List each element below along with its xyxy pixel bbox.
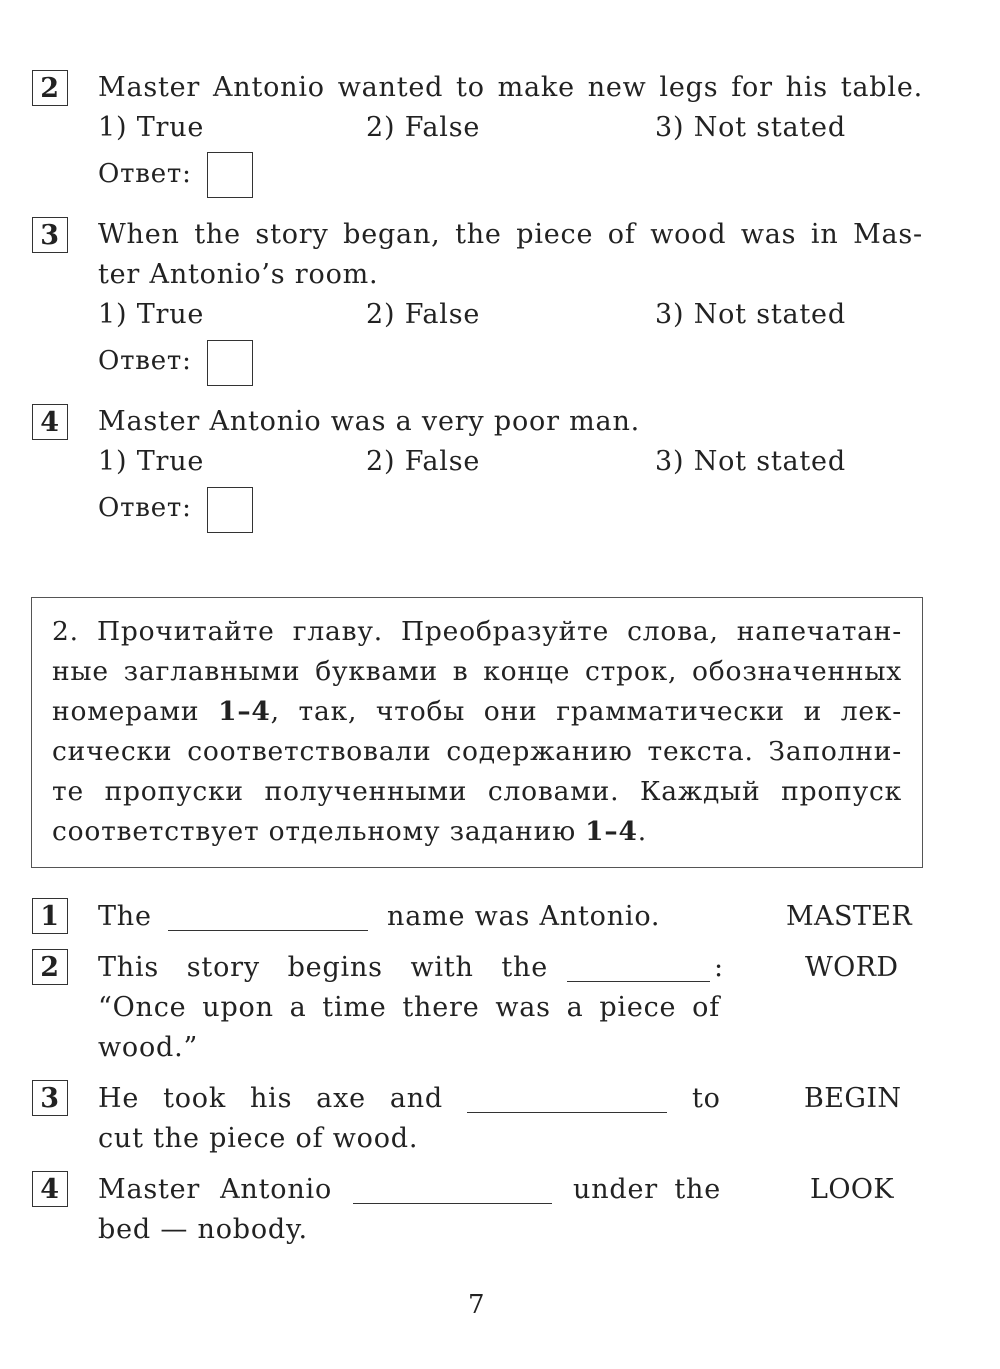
task-number-badge: 1 bbox=[32, 898, 68, 934]
question-number-badge: 4 bbox=[32, 404, 68, 440]
option-false[interactable]: 2) False bbox=[366, 446, 481, 477]
option-true[interactable]: 1) True bbox=[98, 446, 205, 477]
option-false[interactable]: 2) False bbox=[366, 299, 481, 330]
keyword: LOOK bbox=[810, 1174, 894, 1205]
task-number-badge: 4 bbox=[32, 1171, 68, 1207]
question-statement-line-2: ter Antonio’s room. bbox=[98, 259, 379, 290]
sentence-start: Master Antonio bbox=[98, 1174, 332, 1205]
sentence-start: The bbox=[98, 901, 152, 932]
sentence-end: to bbox=[692, 1083, 721, 1114]
sentence-continuation-2: wood.” bbox=[98, 1032, 199, 1063]
instruction-line-3: номерами 1–4, так, чтобы они грамматически и лек- bbox=[52, 696, 902, 727]
option-not-stated[interactable]: 3) Not stated bbox=[655, 112, 846, 143]
sentence-start: He took his axe and bbox=[98, 1083, 443, 1114]
option-not-stated[interactable]: 3) Not stated bbox=[655, 299, 846, 330]
task-number-badge: 3 bbox=[32, 1080, 68, 1116]
page-number: 7 bbox=[468, 1290, 486, 1320]
keyword: MASTER bbox=[786, 901, 913, 932]
sentence-colon: : bbox=[714, 952, 724, 983]
answer-label: Ответ: bbox=[98, 346, 192, 376]
answer-box[interactable] bbox=[207, 487, 253, 533]
task-number-badge: 2 bbox=[32, 949, 68, 985]
answer-label: Ответ: bbox=[98, 159, 192, 189]
keyword: WORD bbox=[805, 952, 899, 983]
option-true[interactable]: 1) True bbox=[98, 299, 205, 330]
task-range-reference: 1–4 bbox=[585, 816, 638, 847]
question-number-badge: 3 bbox=[32, 217, 68, 253]
task-range-reference: 1–4 bbox=[218, 696, 271, 727]
question-statement-line-1: When the story began, the piece of wood was in Mas- bbox=[98, 219, 923, 250]
instruction-line-6: соответствует отдельному заданию 1–4. bbox=[52, 816, 647, 847]
sentence-end: name was Antonio. bbox=[387, 901, 661, 932]
keyword: BEGIN bbox=[804, 1083, 902, 1114]
sentence-continuation: bed — nobody. bbox=[98, 1214, 308, 1245]
instruction-line-4: сически соответствовали содержанию текста. Заполни- bbox=[52, 736, 902, 767]
instruction-line-2: ные заглавными буквами в конце строк, обозначенных bbox=[52, 656, 902, 687]
sentence-start: This story begins with the bbox=[98, 952, 548, 983]
answer-label: Ответ: bbox=[98, 493, 192, 523]
sentence-end: under the bbox=[573, 1174, 721, 1205]
answer-blank[interactable] bbox=[168, 930, 368, 931]
answer-box[interactable] bbox=[207, 340, 253, 386]
answer-blank[interactable] bbox=[353, 1203, 552, 1204]
sentence-continuation-1: “Once upon a time there was a piece of bbox=[98, 992, 720, 1023]
option-not-stated[interactable]: 3) Not stated bbox=[655, 446, 846, 477]
instruction-line-1: 2. Прочитайте главу. Преобразуйте слова, напечатан- bbox=[52, 616, 902, 647]
question-statement: Master Antonio wanted to make new legs for his table. bbox=[98, 72, 923, 103]
answer-box[interactable] bbox=[207, 152, 253, 198]
option-true[interactable]: 1) True bbox=[98, 112, 205, 143]
question-statement: Master Antonio was a very poor man. bbox=[98, 406, 641, 437]
answer-blank[interactable] bbox=[567, 981, 710, 982]
instruction-line-5: те пропуски полученными словами. Каждый пропуск bbox=[52, 776, 902, 807]
option-false[interactable]: 2) False bbox=[366, 112, 481, 143]
question-number-badge: 2 bbox=[32, 70, 68, 106]
sentence-continuation: cut the piece of wood. bbox=[98, 1123, 419, 1154]
answer-blank[interactable] bbox=[467, 1112, 667, 1113]
